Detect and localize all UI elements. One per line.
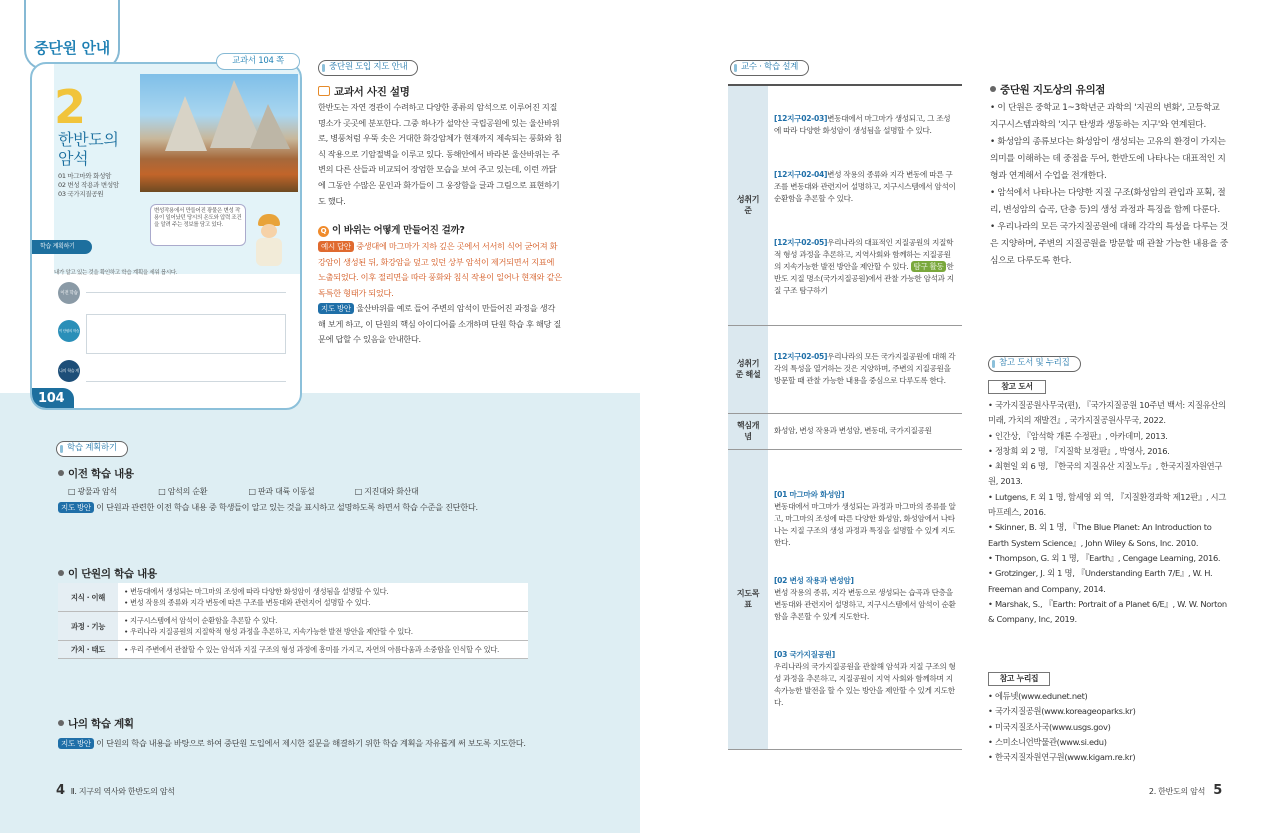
sites-label: 참고 누리집 (988, 672, 1050, 686)
guide-text: 울산바위를 예로 들어 주변의 암석이 만들어진 과정을 생각해 보게 하고, 이 단원의 핵심 아이디어를 소개하며 단원 학습 후 해당 질문에 답할 수 있음을 안내한다. (318, 303, 561, 345)
check-item: □ 광물과 암석 (68, 487, 117, 496)
book-topic: 01 마그마와 화성암 (58, 172, 112, 180)
book-topic: 02 변성 작용과 변성암 (58, 181, 119, 189)
book-unit-number: 2 (54, 80, 86, 134)
book-unit-title: 한반도의 암석 (58, 130, 119, 168)
table-row: 지도목표 [01 마그마와 화성암] 변동대에서 마그마가 생성되는 과정과 마그마의 종류를 알고, 마그마의 조성에 따른 다양한 화성암, 화성암에서 나타나는 지질 구조의 생성 과정과 특징을 설명할 수 있게 지도한다. [02 변성 작용과 변성암] 변성 작용의 종류, 지각 변동으로 생성되는 습곡과 단층을 변동대와 관련지어 설명하고, 지구시스템에서 암석이 순환함을 추론할 수 있게 지도한다. [03 국가지질공원] 우리나라의 국가지질공원을 관찰해 암석과 지질 구조의 형성 과정을 추론하고, 지질공원이 지역 사회와 함께하며 지속가능한 발전을 할 수 있는 방안을 제안할 수 있게 지도한다. (728, 449, 962, 749)
book-topic-list (58, 172, 119, 199)
list-item: • Skinner, B. 외 1 명, 『The Blue Planet: An Introduction to Earth System Science』, John Wiley & Sons, Inc. 2010. (988, 522, 1212, 548)
book-circle-unit: 이 단원의 학습 내용 (58, 320, 80, 342)
book-page-number: 104 (32, 388, 74, 410)
list-item: • Grotzinger, J. 외 1 명, 『Understanding Earth 7/E』, W. H. Freeman and Company, 2014. (988, 568, 1213, 594)
photo-icon (318, 86, 330, 96)
list-item: • 인간상, 『암석학 개론 수정판』, 아카데미, 2013. (988, 430, 1168, 441)
list-item: • 이 단원은 중학교 1~3학년군 과학의 '지권의 변화', 고등학교 지구시스템과학의 '지구 탄생과 생동하는 지구'와 연계된다. (990, 103, 1220, 130)
photo-text: 한반도는 자연 경관이 수려하고 다양한 종류의 암석으로 이루어진 지질 명소가 곳곳에 분포한다. 그중 하나가 설악산 국립공원에 있는 울산바위로, 병풍처럼 우뚝 솟은 거대한 화강암체가 현재까지 제속되는 풍화와 침식 작용으로 기암절벽을 이루고 있다. 동해안에서 바라본 울산바위는 주변의 다른 산들과 비교되어 장엄한 모습을 보여 주고 있는데, 이런 까닭에 그동안 수많은 문인과 화가들이 그 웅장함을 글과 그림으로 표현하기도 했다. (318, 102, 562, 206)
prev-guide: 지도 방안 이 단원과 관련한 이전 학습 내용 중 학생들이 알고 있는 것을 표시하고 설명하도록 하면서 학습 수준을 진단한다. (58, 500, 618, 516)
inquiry-badge: 탐구 활동 (911, 261, 947, 272)
character-illustration (252, 214, 286, 266)
check-item: □ 지진대와 화산대 (354, 487, 419, 496)
sites-list (988, 689, 1230, 765)
check-item: □ 암석의 순환 (158, 487, 208, 496)
my-plan-badge: 지도 방안 (58, 738, 94, 749)
list-item: • 암석에서 나타나는 다양한 지질 구조(화성암의 관입과 포획, 절리, 변성암의 습곡, 단층 등)의 생성 과정과 특징을 함께 다룬다. (990, 188, 1226, 215)
table-row: 지식 · 이해 • 변동대에서 생성되는 마그마의 조성에 따라 다양한 화성암이 생성됨을 설명할 수 있다. • 변성 작용의 종류와 지각 변동에 따른 구조를 변동대와 관련지어 설명할 수 있다. (58, 583, 528, 612)
textbook-page-tag: 교과서 104 쪽 (216, 53, 300, 70)
guide-block (318, 301, 562, 348)
table-row: 과정 · 기능 • 지구시스템에서 암석이 순환함을 추론할 수 있다. • 우리나라 지질공원의 지질학적 형성 과정을 추론하고, 지속가능한 발전 방안을 제안할 수 있다. (58, 612, 528, 641)
learning-content-table (58, 583, 528, 659)
question-heading: Q 이 바위는 어떻게 만들어진 걸까? (318, 222, 465, 237)
books-list (988, 398, 1230, 627)
list-item: • Thompson, G. 외 1 명, 『Earth』, Cengage Learning, 2016. (988, 552, 1221, 563)
unit-tab (24, 0, 120, 70)
book-topic: 03 국가지질공원 (58, 190, 104, 198)
check-item: □ 판과 대륙 이동설 (248, 487, 315, 496)
list-item: • 국가지질공원사무국(편), 『국가지질공원 10주년 백서: 지질유산의 미래, 가치의 재발견』, 국가지질공원사무국, 2022. (988, 400, 1226, 426)
mountain-photo (140, 74, 298, 192)
book-body-text: 내가 알고 있는 것을 확인하고 학습 계획을 세워 봅시다. (54, 270, 178, 276)
question-icon: Q (318, 226, 329, 237)
answer-badge: 예시 답안 (318, 241, 354, 252)
list-item[interactable]: • 미국지질조사국(www.usgs.gov) (988, 721, 1111, 732)
design-table (728, 84, 962, 750)
refs-pill: 참고 도서 및 누리집 (988, 356, 1081, 372)
photo-heading: 교과서 사진 설명 (318, 84, 410, 99)
intro-pill: 중단원 도입 지도 안내 (318, 60, 418, 76)
list-item[interactable]: • 한국지질자원연구원(www.kigam.re.kr) (988, 752, 1136, 763)
list-item[interactable]: • 국가지질공원(www.koreageoparks.kr) (988, 706, 1136, 717)
list-item: • 우리나라의 모든 국가지질공원에 대해 각각의 특성을 다루는 것은 지양하며, 주변의 지질공원을 방문할 때 관찰 가능한 내용을 중심으로 다루도록 한다. (990, 222, 1229, 266)
textbook-page-thumbnail (30, 62, 302, 410)
list-item: • Marshak, S., 『Earth: Portrait of a Planet 6/E』, W. W. Norton & Company, Inc, 2019. (988, 598, 1227, 625)
notes-list (990, 100, 1230, 270)
prev-guide-badge: 지도 방안 (58, 502, 94, 513)
guide-badge: 지도 방안 (318, 303, 354, 314)
list-item[interactable]: • 에듀넷(www.edunet.net) (988, 691, 1088, 701)
speech-bubble: 변성작용에서 만들어진 광물은 변성 작용이 일어났던 당시의 온도와 압력 조건을 알려 주는 정보를 담고 있다. (150, 204, 246, 246)
my-plan-guide: 지도 방안 이 단원의 학습 내용을 바탕으로 하여 중단원 도입에서 제시한 질문을 해결하기 위한 학습 계획을 자유롭게 써 보도록 지도한다. (58, 736, 554, 752)
table-row: 성취기준 해설 [12지구02-05]우리나라의 모든 국가지질공원에 대해 각각의 특성을 열거하는 것은 지양하며, 주변의 지질공원을 방문할 때 관찰 가능한 내용을 중심으로 다루도록 한다. (728, 325, 962, 413)
answer-block (318, 239, 562, 301)
prev-heading: 이전 학습 내용 (58, 466, 134, 481)
notes-heading: 중단원 지도상의 유의점 (990, 82, 1105, 97)
prev-checklist (68, 486, 419, 497)
my-plan-heading: 나의 학습 계획 (58, 716, 134, 731)
list-item: • 정창희 외 2 명, 『지질학 보정판』, 박영사, 2016. (988, 445, 1170, 456)
footer-left: 4 Ⅱ. 지구의 역사와 한반도의 암석 (56, 783, 175, 798)
table-row: 핵심개념 화성암, 변성 작용과 변성암, 변동대, 국가지질공원 (728, 413, 962, 449)
book-circle-prev: 이전 학습 (58, 282, 80, 304)
footer-right: 2. 한반도의 암석 5 (1148, 783, 1222, 798)
unit-content-heading: 이 단원의 학습 내용 (58, 566, 157, 581)
design-pill: 교수 · 학습 설계 (730, 60, 809, 76)
unit-tab-label: 중단원 안내 (34, 39, 110, 57)
list-item: • 최현일 외 6 명, 『한국의 지질유산 지질노두』, 한국지질자원연구원, 2013. (988, 461, 1223, 487)
book-plan-label: 학습 계획하기 (32, 240, 92, 254)
list-item: • Lutgens, F. 외 1 명, 함세영 외 역, 『지질환경과학 제12판』, 시그마프레스, 2016. (988, 491, 1227, 518)
table-row: 성취기준 [12지구02-03]변동대에서 마그마가 생성되고, 그 조성에 따라 다양한 화성암이 생성됨을 설명할 수 있다. [12지구02-04]변성 작용의 종류와 지각 변동에 따른 구조를 변동대와 관련지어 설명하고, 지구시스템에서 암석이 순환함을 추론할 수 있다. [12지구02-05]우리나라의 대표적인 지질공원의 지질학적 형성 과정을 추론하고, 지역사회와 함께하는 지질공원의 지속가능한 발전 방안을 제안할 수 있다. 탐구 활동 한반도 지질 명소(국가지질공원)에서 관찰 가능한 암석과 지질 구조 탐구하기 (728, 85, 962, 325)
list-item: • 화성암의 종류보다는 화성암이 생성되는 고유의 환경이 가지는 의미를 이해하는 데 중점을 두어, 한반도에 나타나는 대표적인 지형과 연계해서 수업을 전개한다. (990, 137, 1226, 181)
list-item[interactable]: • 스미소니언박물관(www.si.edu) (988, 736, 1107, 747)
answer-text: 중생대에 마그마가 지하 깊은 곳에서 서서히 식어 굳어져 화강암이 생성된 뒤, 화강암을 덮고 있던 상부 암석이 제거되면서 지표에 노출되었다. 이후 절리면을 따라 풍화와 침식 작용이 일어나 현재와 같은 독특한 형태가 되었다. (318, 241, 562, 298)
table-row: 가치 · 태도 • 우리 주변에서 관찰할 수 있는 암석과 지질 구조의 형성 과정에 흥미를 가지고, 자연의 아름다움과 소중함을 인식할 수 있다. (58, 641, 528, 659)
books-label: 참고 도서 (988, 380, 1046, 394)
plan-pill: 학습 계획하기 (56, 441, 128, 457)
book-circle-my: 나의 학습 계 (58, 360, 80, 382)
